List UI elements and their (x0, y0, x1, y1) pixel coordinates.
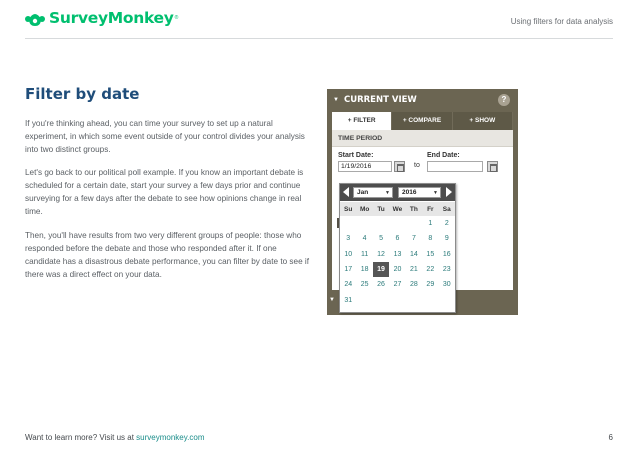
start-date-input[interactable]: 1/19/2016 (338, 161, 392, 172)
chevron-down-icon: ▼ (385, 190, 390, 196)
current-view-header[interactable] (327, 89, 518, 110)
calendar-empty-cell (340, 216, 356, 231)
start-calendar-icon[interactable] (394, 161, 405, 172)
calendar-day[interactable]: 24 (340, 277, 356, 292)
tab-compare[interactable]: + COMPARE (392, 112, 452, 130)
weekday-header: Fr (422, 202, 438, 216)
paragraph-3: Then, you'll have results from two very different groups of people: those who responded before the debate and those who responded after it. If one candidate has a disastrous debate performance, you can filter by date to see if there was a direct effect on your data. (25, 231, 310, 279)
end-date-label: End Date: (427, 152, 460, 159)
calendar-grid (340, 202, 455, 308)
footer-link[interactable]: surveymonkey.com (136, 433, 205, 442)
calendar-empty-cell (356, 216, 372, 231)
calendar-week (340, 216, 455, 231)
calendar-day[interactable]: 18 (356, 262, 372, 277)
chevron-down-icon: ▼ (433, 190, 438, 196)
expand-arrow-icon[interactable]: ▼ (329, 297, 335, 303)
calendar-day[interactable]: 23 (439, 262, 455, 277)
section-title: Using filters for data analysis (510, 17, 613, 26)
month-value: Jan (357, 189, 369, 196)
prev-month-icon[interactable] (343, 187, 349, 197)
calendar-day[interactable]: 20 (389, 262, 405, 277)
calendar-day[interactable]: 9 (439, 231, 455, 246)
year-select[interactable] (398, 187, 441, 198)
surveymonkey-logo[interactable] (25, 9, 178, 27)
time-period-heading: TIME PERIOD (332, 130, 513, 147)
calendar-day[interactable]: 17 (340, 262, 356, 277)
calendar-week (340, 231, 455, 246)
header-divider (25, 38, 613, 39)
paragraph-1: If you're thinking ahead, you can time your survey to set up a natural experiment, in which some event outside of your control divides your analysis into two distinct groups. (25, 119, 305, 154)
to-label: to (414, 162, 420, 169)
calendar-day[interactable]: 7 (406, 231, 422, 246)
datepicker-nav (340, 184, 455, 201)
monkey-logo-icon (25, 9, 45, 27)
calendar-day[interactable]: 28 (406, 277, 422, 292)
calendar-empty-cell (406, 216, 422, 231)
next-month-icon[interactable] (446, 187, 452, 197)
collapse-arrow-icon[interactable]: ▼ (333, 96, 339, 103)
calendar-day[interactable]: 10 (340, 247, 356, 262)
calendar-week (340, 292, 455, 307)
calendar-empty-cell (422, 292, 438, 307)
brand-name: SurveyMonkey (49, 9, 174, 27)
start-date-label: Start Date: (338, 152, 374, 159)
footer-text: Want to learn more? Visit us at (25, 433, 137, 442)
calendar-day[interactable]: 26 (373, 277, 389, 292)
calendar-week (340, 277, 455, 292)
calendar-day[interactable]: 21 (406, 262, 422, 277)
year-value: 2016 (402, 189, 417, 196)
current-view-title: CURRENT VIEW (343, 94, 417, 105)
calendar-day[interactable]: 11 (356, 247, 372, 262)
calendar-empty-cell (389, 216, 405, 231)
weekday-header: Mo (356, 202, 372, 216)
end-date-input[interactable] (427, 161, 483, 172)
calendar-empty-cell (389, 292, 405, 307)
calendar-day[interactable]: 29 (422, 277, 438, 292)
footer-cta (25, 433, 205, 442)
calendar-day[interactable]: 31 (340, 292, 356, 307)
month-select[interactable] (353, 187, 393, 198)
calendar-day[interactable]: 6 (389, 231, 405, 246)
calendar-day[interactable]: 16 (439, 247, 455, 262)
weekday-header: Th (406, 202, 422, 216)
calendar-day[interactable]: 4 (356, 231, 372, 246)
weekday-header: We (389, 202, 405, 216)
calendar-day[interactable]: 14 (406, 247, 422, 262)
tab-filter[interactable]: + FILTER (332, 112, 392, 130)
calendar-empty-cell (406, 292, 422, 307)
trademark: ® (174, 15, 179, 21)
calendar-empty-cell (356, 292, 372, 307)
calendar-empty-cell (373, 292, 389, 307)
weekday-header: Tu (373, 202, 389, 216)
calendar-empty-cell (439, 292, 455, 307)
calendar-day[interactable]: 2 (439, 216, 455, 231)
end-calendar-icon[interactable] (487, 161, 498, 172)
calendar-day[interactable]: 22 (422, 262, 438, 277)
calendar-day[interactable]: 3 (340, 231, 356, 246)
calendar-day[interactable]: 15 (422, 247, 438, 262)
datepicker-popup (339, 183, 456, 313)
tab-show[interactable]: + SHOW (453, 112, 513, 130)
calendar-day[interactable]: 13 (389, 247, 405, 262)
weekday-header-row (340, 202, 455, 216)
calendar-day[interactable]: 27 (389, 277, 405, 292)
calendar-day[interactable]: 19 (373, 262, 389, 277)
calendar-day[interactable]: 30 (439, 277, 455, 292)
calendar-day[interactable]: 25 (356, 277, 372, 292)
weekday-header: Su (340, 202, 356, 216)
paragraph-2: Let's go back to our political poll example. If you know an important debate is scheduled for a certain date, start your survey a few days prior and continue surveying for a few days after the debate to see how opinions change in real time. (25, 168, 304, 216)
calendar-empty-cell (373, 216, 389, 231)
calendar-day[interactable]: 8 (422, 231, 438, 246)
calendar-week (340, 262, 455, 277)
calendar-week (340, 247, 455, 262)
calendar-body (340, 216, 455, 308)
calendar-day[interactable]: 5 (373, 231, 389, 246)
help-icon[interactable]: ? (498, 94, 510, 106)
weekday-header: Sa (439, 202, 455, 216)
page-number: 6 (608, 433, 613, 442)
calendar-day[interactable]: 1 (422, 216, 438, 231)
page-title: Filter by date (25, 85, 140, 103)
view-tabs (332, 112, 513, 130)
calendar-day[interactable]: 12 (373, 247, 389, 262)
